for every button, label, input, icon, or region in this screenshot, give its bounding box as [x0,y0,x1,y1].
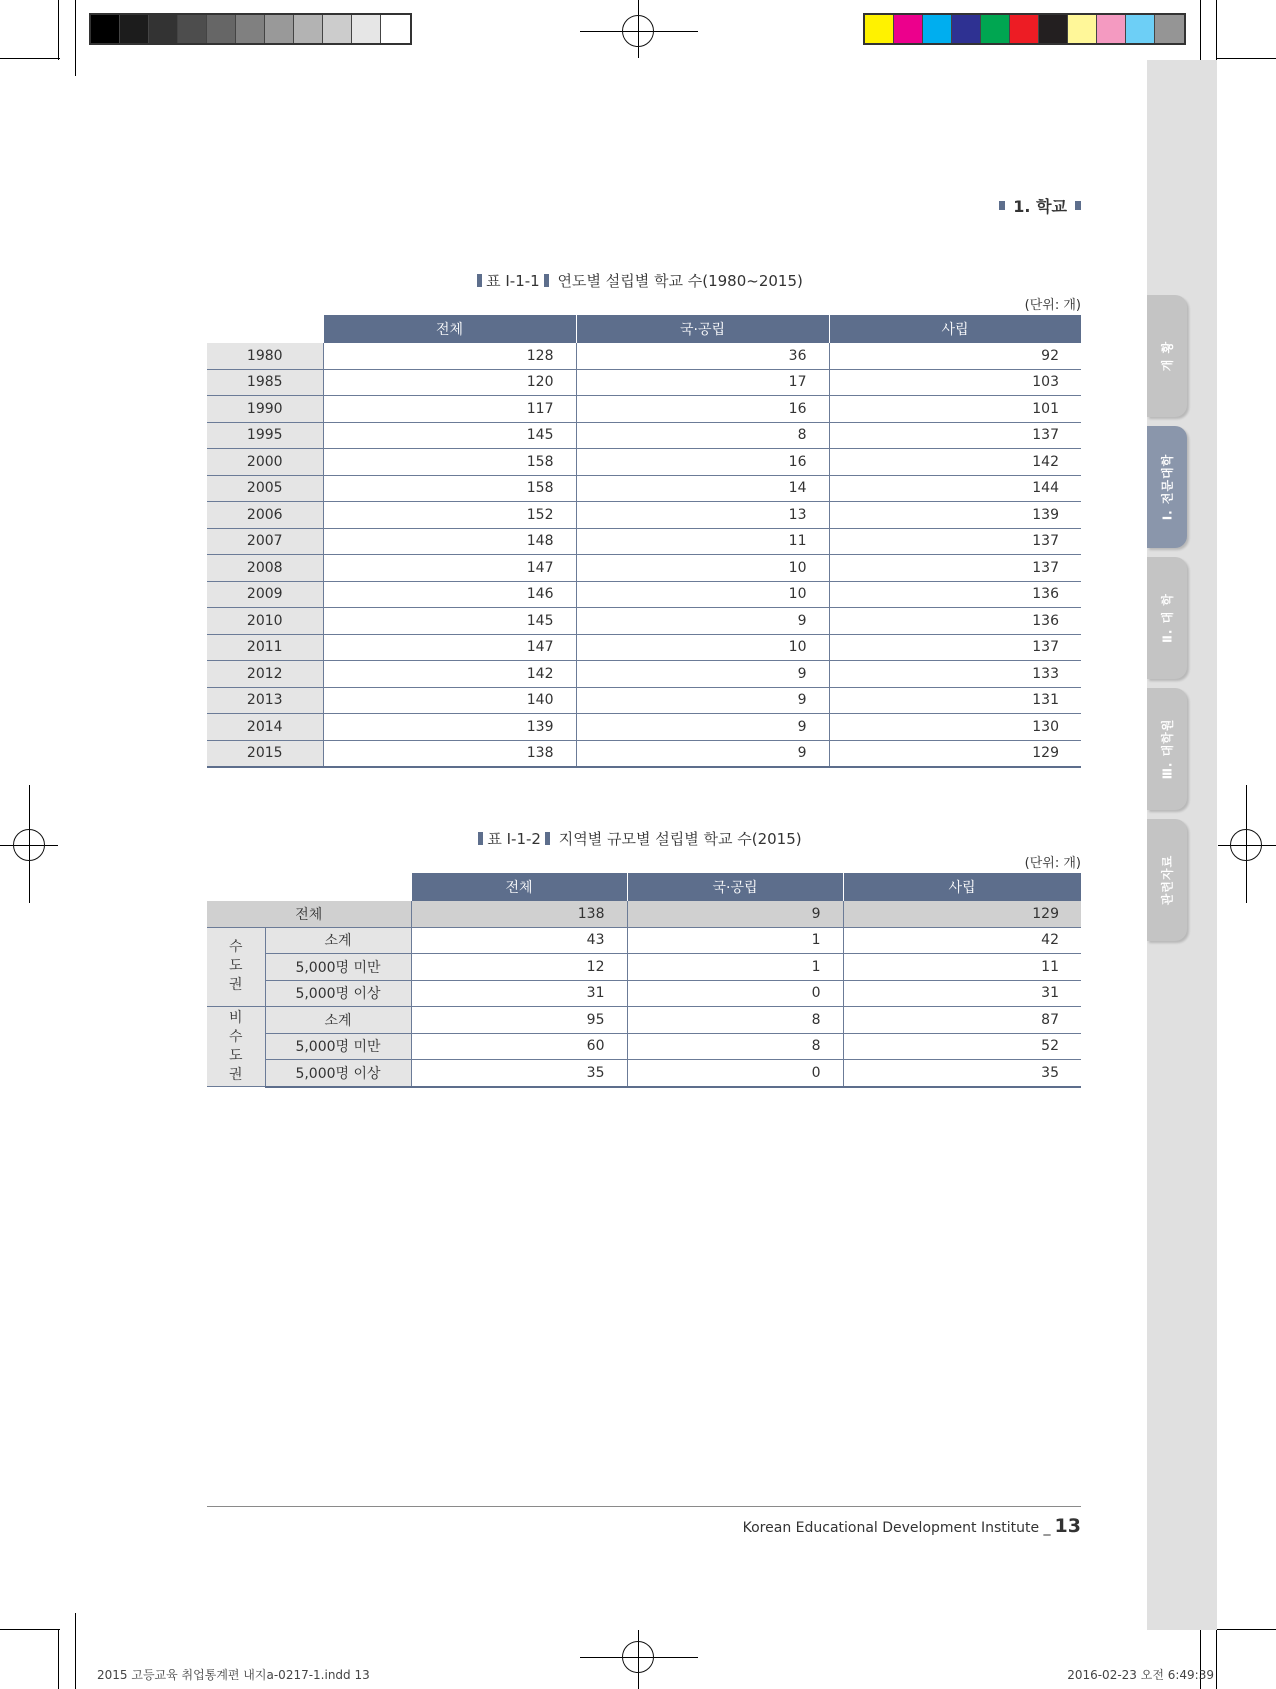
cell-value: 139 [829,502,1081,529]
size-label: 5,000명 이상 [265,1060,411,1087]
crop-mark [1216,1629,1276,1630]
color-swatch [294,15,323,43]
table-row [207,555,1081,582]
cell-value: 0 [627,1060,843,1087]
side-tab-university[interactable] [1147,557,1187,679]
color-swatch [352,15,381,43]
cell-value: 145 [323,608,576,635]
crop-mark [1216,1629,1217,1689]
cell-value: 137 [829,555,1081,582]
column-header: 국·공립 [576,315,829,343]
table-row [207,634,1081,661]
cell-value: 43 [411,927,627,954]
cell-value: 130 [829,714,1081,741]
table-schools-by-region [207,873,1082,1088]
cell-value: 95 [411,1007,627,1034]
cell-value: 101 [829,396,1081,423]
cell-value: 138 [411,901,627,927]
footer-institute: Korean Educational Development Institute _ [742,1520,1051,1536]
table-row [207,608,1081,635]
footer-rule [207,1506,1081,1507]
size-label: 5,000명 이상 [265,980,411,1007]
cell-value: 146 [323,581,576,608]
table-row [207,581,1081,608]
page-number: 13 [1054,1515,1081,1537]
row-label: 2008 [207,555,323,582]
table-schools-by-year [207,315,1082,768]
cell-value: 8 [576,422,829,449]
row-label: 1990 [207,396,323,423]
color-swatch [323,15,352,43]
table2-caption [0,828,1276,849]
cell-value: 147 [323,634,576,661]
side-tab-graduate[interactable] [1147,688,1187,810]
side-tab-label: Ⅰ. 전문대학 [1160,453,1175,521]
cell-value: 103 [829,369,1081,396]
color-swatch [1068,15,1097,43]
column-header: 전체 [323,315,576,343]
cell-value: 92 [829,343,1081,369]
color-swatch [236,15,265,43]
row-label: 2011 [207,634,323,661]
color-swatch [207,15,236,43]
table-row [207,475,1081,502]
color-swatch [1039,15,1068,43]
cell-value: 136 [829,608,1081,635]
square-bullet-icon [1075,201,1081,210]
cell-value: 13 [576,502,829,529]
row-label: 2015 [207,740,323,767]
color-swatch [120,15,149,43]
crop-mark [58,0,59,60]
row-label: 2000 [207,449,323,476]
cell-value: 129 [829,740,1081,767]
cell-value: 9 [576,608,829,635]
cell-value: 10 [576,555,829,582]
cell-value: 10 [576,634,829,661]
crop-mark [0,58,60,59]
row-label: 1995 [207,422,323,449]
color-swatch [1155,15,1184,43]
crop-mark [1216,58,1276,59]
cell-value: 117 [323,396,576,423]
table-row [207,502,1081,529]
cell-value: 137 [829,528,1081,555]
cell-value: 147 [323,555,576,582]
column-header: 사립 [843,873,1081,901]
square-bullet-icon [999,201,1005,210]
cell-value: 129 [843,901,1081,927]
cell-value: 137 [829,422,1081,449]
color-swatch [923,15,952,43]
cell-value: 136 [829,581,1081,608]
cell-value: 1 [627,954,843,981]
side-tab-label: 관련자료 [1160,854,1175,906]
table-row [207,661,1081,688]
column-header: 전체 [411,873,627,901]
row-label: 2013 [207,687,323,714]
cell-value: 35 [843,1060,1081,1087]
side-tab-label: Ⅱ. 대 학 [1160,592,1175,644]
table-row [207,740,1081,767]
cell-value: 9 [576,661,829,688]
cell-value: 8 [627,1007,843,1034]
color-swatch [381,15,410,43]
grayscale-bar [89,13,412,45]
page-footer [743,1515,1081,1537]
table-row [207,528,1081,555]
row-label: 2010 [207,608,323,635]
region-label: 비 수 도 권 [207,1007,265,1087]
table-row [207,1060,1081,1087]
table-row [207,422,1081,449]
cell-value: 17 [576,369,829,396]
cell-value: 12 [411,954,627,981]
color-swatch [265,15,294,43]
color-swatch [91,15,120,43]
cell-value: 133 [829,661,1081,688]
column-header-blank [207,873,411,901]
cell-value: 8 [627,1033,843,1060]
cell-value: 142 [829,449,1081,476]
cell-value: 87 [843,1007,1081,1034]
table-row [207,980,1081,1007]
color-swatch [149,15,178,43]
row-label: 2012 [207,661,323,688]
cell-value: 31 [843,980,1081,1007]
cell-value: 137 [829,634,1081,661]
row-label: 2009 [207,581,323,608]
cell-value: 11 [576,528,829,555]
table-row [207,1007,1081,1034]
table-row [207,687,1081,714]
row-label: 전체 [207,901,411,927]
caption-marker-icon [544,274,549,287]
color-swatch [1010,15,1039,43]
crop-mark [58,1629,59,1689]
cell-value: 148 [323,528,576,555]
slug-left: 2015 고등교육 취업통계편 내지a-0217-1.indd 13 [97,1668,370,1682]
table1-unit: (단위: 개) [1024,298,1081,313]
cell-value: 152 [323,502,576,529]
table-row [207,396,1081,423]
cell-value: 128 [323,343,576,369]
table-row [207,343,1081,369]
cell-value: 1 [627,927,843,954]
size-label: 5,000명 미만 [265,954,411,981]
cell-value: 31 [411,980,627,1007]
cell-value: 42 [843,927,1081,954]
cell-value: 36 [576,343,829,369]
side-tab-label: Ⅲ. 대학원 [1160,718,1175,780]
table1-caption-title: 연도별 설립별 학교 수(1980~2015) [557,272,803,290]
section-header [999,194,1081,217]
color-swatch [1126,15,1155,43]
size-label: 소계 [265,1007,411,1034]
crop-mark [75,0,76,76]
color-bar [863,13,1186,45]
size-label: 5,000명 미만 [265,1033,411,1060]
color-swatch [952,15,981,43]
crop-mark [0,1629,60,1630]
crop-mark [75,1613,76,1689]
cell-value: 158 [323,449,576,476]
table-row [207,369,1081,396]
caption-marker-icon [477,274,482,287]
color-swatch [178,15,207,43]
column-header: 사립 [829,315,1081,343]
table-row [207,449,1081,476]
cell-value: 16 [576,396,829,423]
color-swatch [1097,15,1126,43]
crop-mark [1216,0,1217,60]
cell-value: 9 [576,740,829,767]
cell-value: 9 [627,901,843,927]
registration-circle [622,15,654,47]
row-label: 2007 [207,528,323,555]
cell-value: 140 [323,687,576,714]
cell-value: 0 [627,980,843,1007]
cell-value: 9 [576,714,829,741]
cell-value: 139 [323,714,576,741]
caption-marker-icon [545,832,550,845]
slug-right: 2016-02-23 오전 6:49:39 [1067,1668,1214,1682]
cell-value: 120 [323,369,576,396]
table-row [207,714,1081,741]
row-label: 2006 [207,502,323,529]
cell-value: 142 [323,661,576,688]
table2-unit: (단위: 개) [1024,856,1081,871]
region-label: 수 도 권 [207,927,265,1007]
column-header [207,315,323,343]
cell-value: 10 [576,581,829,608]
row-label: 2014 [207,714,323,741]
column-header: 국·공립 [627,873,843,901]
row-label: 2005 [207,475,323,502]
cell-value: 145 [323,422,576,449]
total-row [207,901,1081,927]
side-tab-college[interactable] [1147,426,1187,548]
caption-marker-icon [478,832,483,845]
table2-caption-prefix: 표 Ⅰ-1-2 [487,830,541,848]
section-title: 1. 학교 [1013,197,1067,216]
cell-value: 158 [323,475,576,502]
color-swatch [865,15,894,43]
color-swatch [981,15,1010,43]
side-tab-overview[interactable] [1147,295,1187,417]
cell-value: 138 [323,740,576,767]
row-label: 1985 [207,369,323,396]
table-row [207,954,1081,981]
table1-caption [0,270,1276,291]
cell-value: 35 [411,1060,627,1087]
table2-caption-title: 지역별 규모별 설립별 학교 수(2015) [558,830,802,848]
side-tab-label: 개 황 [1160,340,1175,372]
cell-value: 14 [576,475,829,502]
size-label: 소계 [265,927,411,954]
cell-value: 131 [829,687,1081,714]
cell-value: 11 [843,954,1081,981]
cell-value: 60 [411,1033,627,1060]
row-label: 1980 [207,343,323,369]
table-row [207,927,1081,954]
table1-caption-prefix: 표 Ⅰ-1-1 [486,272,540,290]
table-row [207,1033,1081,1060]
registration-circle [622,1641,654,1673]
cell-value: 9 [576,687,829,714]
cell-value: 144 [829,475,1081,502]
cell-value: 16 [576,449,829,476]
color-swatch [894,15,923,43]
cell-value: 52 [843,1033,1081,1060]
